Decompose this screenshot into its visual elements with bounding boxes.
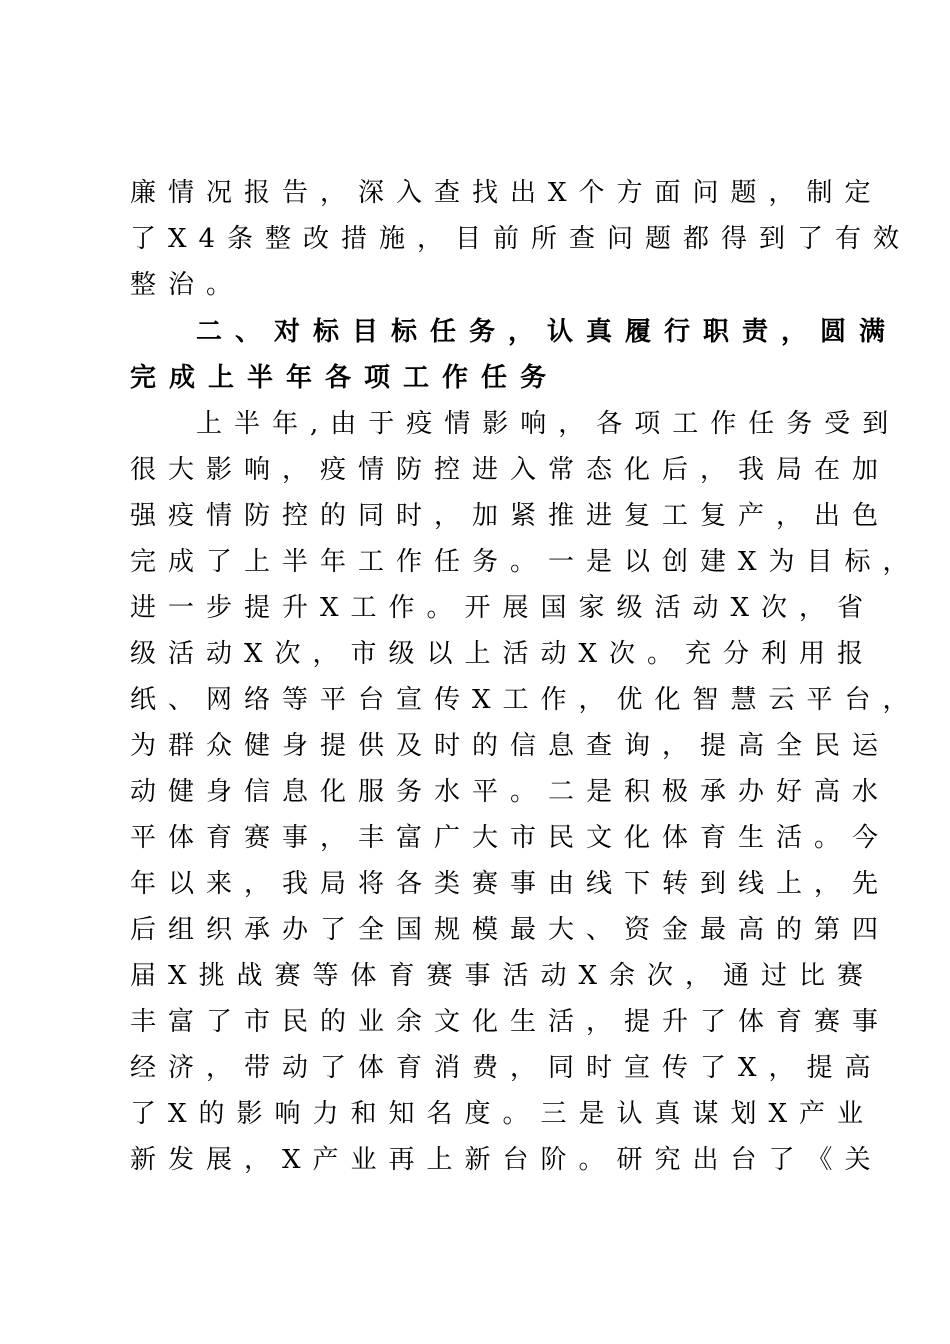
paragraph-line: 级活动X次，市级以上活动X次。充分利用报: [130, 639, 876, 669]
paragraph-line: 平体育赛事，丰富广大市民文化体育生活。今: [130, 823, 891, 853]
paragraph-line: 后组织承办了全国规模最大、资金最高的第四: [130, 915, 891, 945]
paragraph-line: 动健身信息化服务水平。二是积极承办好高水: [130, 777, 891, 807]
paragraph-line: 届X挑战赛等体育赛事活动X余次，通过比赛: [130, 961, 876, 991]
paragraph-line: 了X的影响力和知名度。三是认真谋划X产业: [130, 1099, 876, 1129]
paragraph-line: 为群众健身提供及时的信息查询，提高全民运: [130, 731, 891, 761]
paragraph-line: 上半年,由于疫情影响，各项工作任务受到: [196, 409, 901, 439]
paragraph-line: 年以来，我局将各类赛事由线下转到线上，先: [130, 869, 891, 899]
paragraph-line: 强疫情防控的同时，加紧推进复工复产，出色: [130, 501, 891, 531]
heading-line: 二、对标目标任务，认真履行职责，圆满: [196, 317, 899, 347]
paragraph-line: 了X4条整改措施，目前所查问题都得到了有效: [130, 224, 912, 254]
paragraph-line: 很大影响，疫情防控进入常态化后，我局在加: [130, 455, 891, 485]
paragraph-line: 廉情况报告，深入查找出X个方面问题，制定: [130, 178, 883, 208]
paragraph-2: [130, 401, 921, 1183]
paragraph-line: 完成了上半年工作任务。一是以创建X为目标，: [130, 547, 921, 577]
heading-line: 完成上半年各项工作任务: [130, 363, 560, 393]
paragraph-line: 进一步提升X工作。开展国家级活动X次，省: [130, 593, 876, 623]
paragraph-line: 丰富了市民的业余文化生活，提升了体育赛事: [130, 1007, 891, 1037]
paragraph-line: 经济，带动了体育消费，同时宣传了X，提高: [130, 1053, 883, 1083]
paragraph-line: 整治。: [130, 270, 245, 300]
paragraph-1: [130, 170, 912, 308]
section-heading: [130, 309, 899, 401]
paragraph-line: 新发展，X产业再上新台阶。研究出台了《关: [130, 1145, 883, 1175]
paragraph-line: 纸、网络等平台宣传X工作，优化智慧云平台，: [130, 685, 921, 715]
